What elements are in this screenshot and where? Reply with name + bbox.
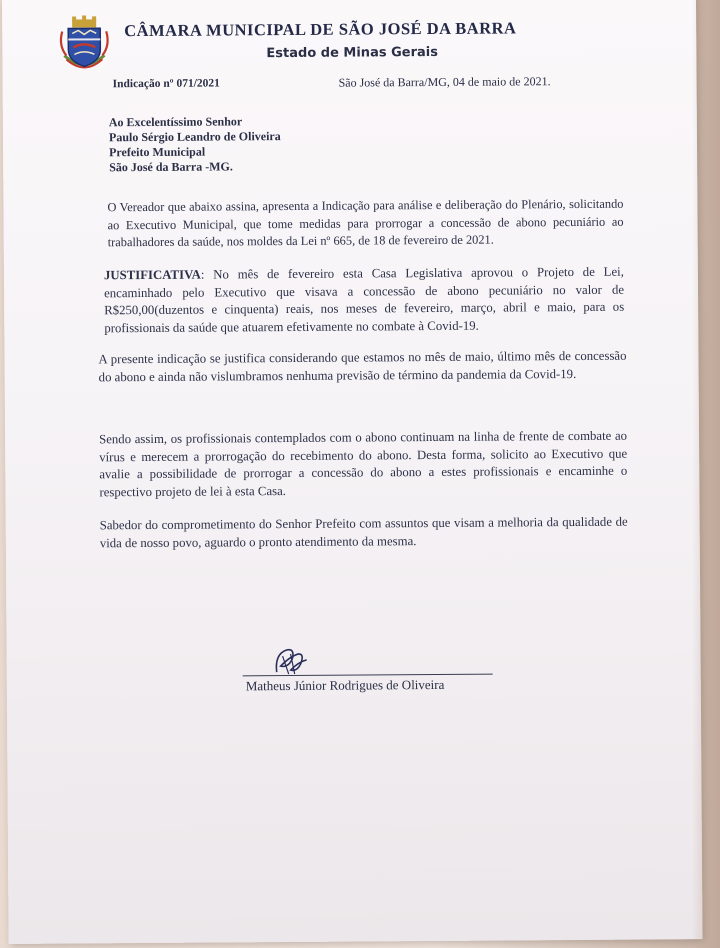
justification-text: : No mês de fevereiro esta Casa Legislativa aprovou o Projeto de Lei, encaminhado pelo Executivo que visava a concessão de abono pecuniário no valor de R$250,00(duzentos e cinquenta) reais, nos meses de fevereiro, março, abril e maio, para os profissionais da saúde que atuarem efetivamente no combate à Covid-19. <box>103 264 625 335</box>
background-edge <box>692 0 720 948</box>
municipal-crest-icon <box>56 15 112 71</box>
document-date: São José da Barra/MG, 04 de maio de 2021. <box>338 74 551 90</box>
request-detail-paragraph: Sendo assim, os profissionais contemplados com o abono continuam na linha de frente de combate ao vírus e merecem a prorrogação do recebimento do abono. Desta forma, solicito ao Executivo que avalie a possibilidade de prorrogar a concessão do abono a estes profissionais e encaminhe o respectivo projeto de lei à esta Casa. <box>99 428 628 499</box>
recipient-title: Prefeito Municipal <box>109 144 206 160</box>
indication-number: Indicação nº 071/2021 <box>112 77 220 91</box>
closing-paragraph: Sabedor do comprometimento do Senhor Prefeito com assuntos que visam a melhoria da qualidade de vida de nosso povo, aguardo o pronto atendimento da mesma. <box>99 514 628 550</box>
justification-paragraph <box>104 264 624 338</box>
request-paragraph: O Vereador que abaixo assina, apresenta a Indicação para análise e deliberação do Plenário, solicitando ao Executivo Municipal, que tome medidas para prorrogar a concessão de abono pecuniário ao trabalhadores da saúde, nos moldes da Lei nº 665, de 18 de fevereiro de 2021. <box>107 196 624 250</box>
recipient-name: Paulo Sérgio Leandro de Oliveira <box>108 129 281 145</box>
state-subtitle: Estado de Minas Gerais <box>266 44 439 62</box>
recipient-city: São José da Barra -MG. <box>109 159 233 175</box>
recipient-salutation: Ao Excelentíssimo Senhor <box>108 114 243 130</box>
signer-name: Matheus Júnior Rodrigues de Oliveira <box>245 676 445 694</box>
document-page <box>2 0 703 944</box>
context-paragraph: A presente indicação se justifica considerando que estamos no mês de maio, último mês de concessão do abono e ainda não vislumbramos nenhuma previsão de término da pandemia da Covid-19. <box>98 348 627 384</box>
chamber-title: CÂMARA MUNICIPAL DE SÃO JOSÉ DA BARRA <box>124 18 517 41</box>
justification-label: JUSTIFICATIVA <box>103 267 201 283</box>
recipient-block <box>109 114 281 175</box>
